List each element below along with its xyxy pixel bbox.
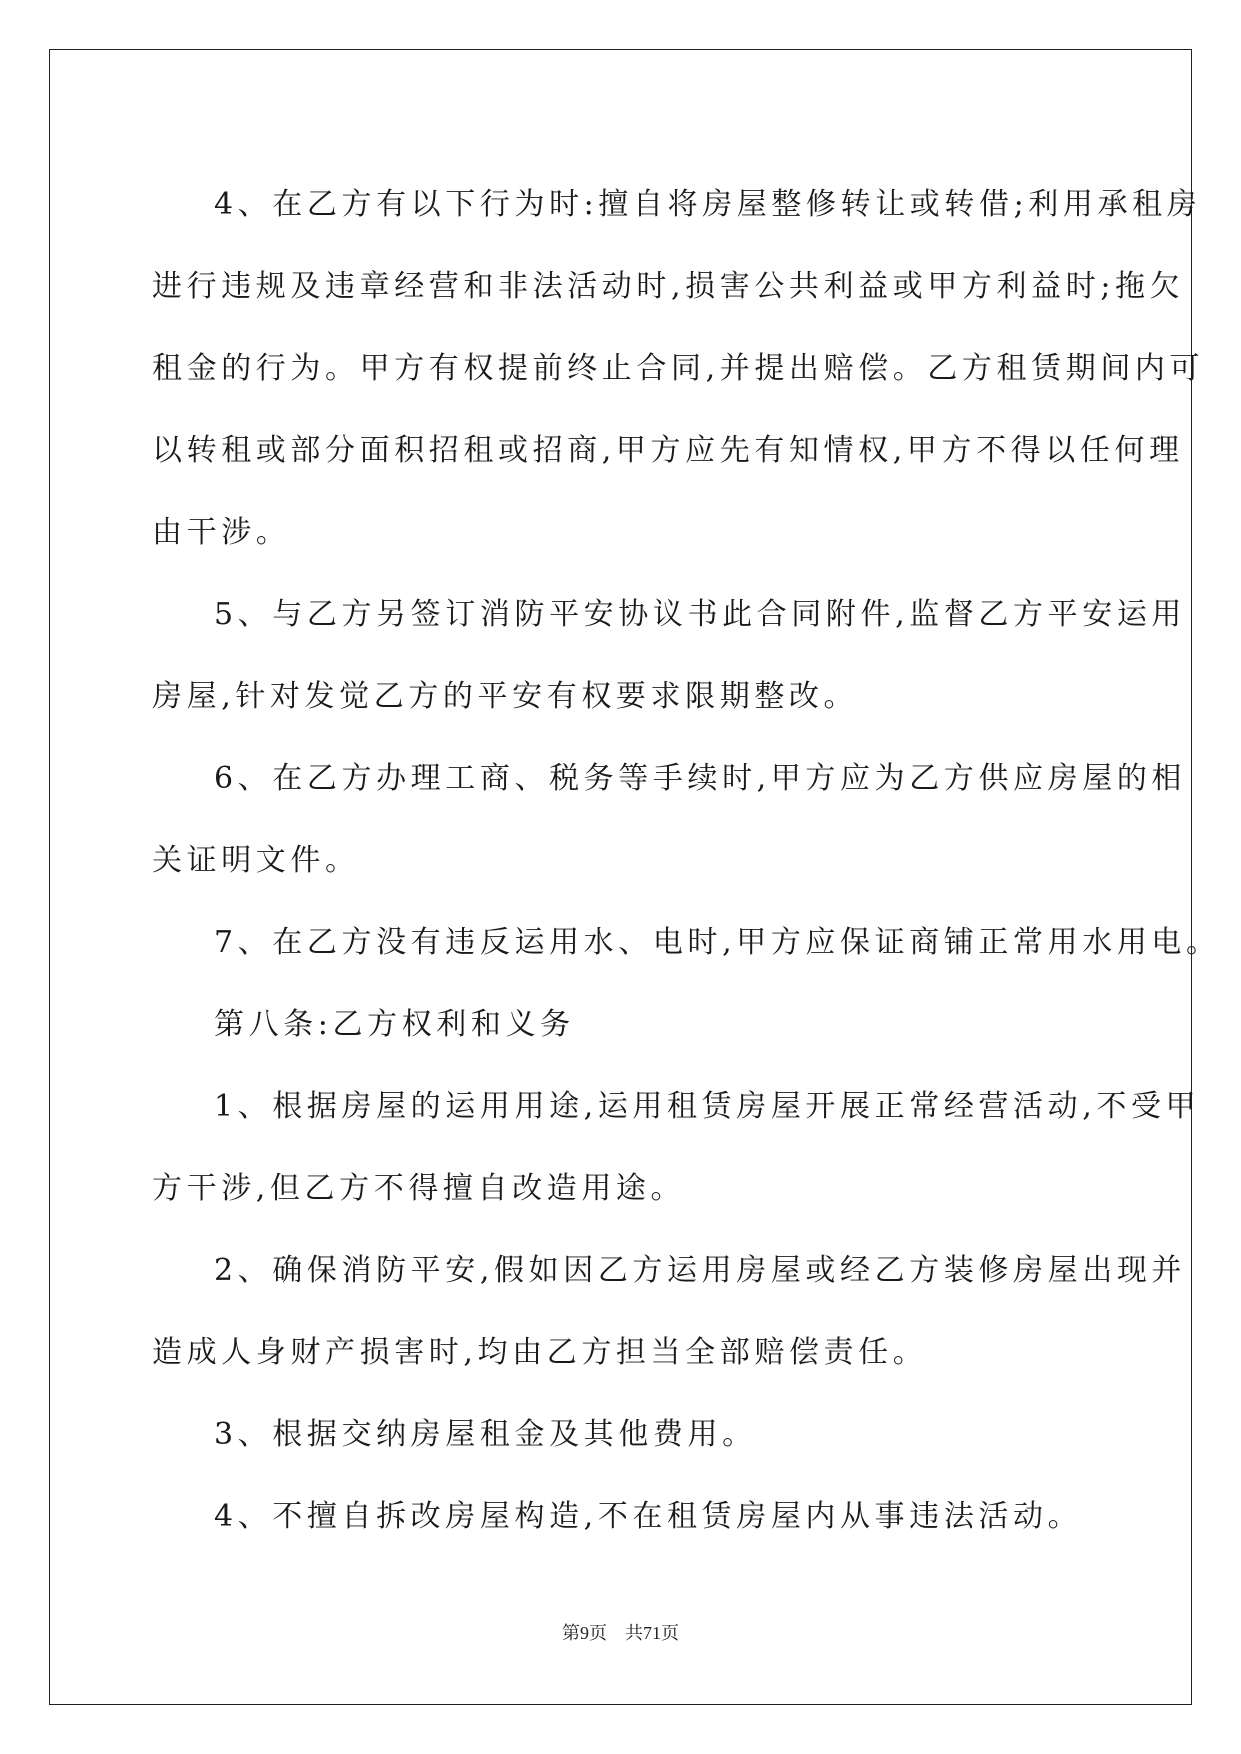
clause-7-5 — [152, 574, 1187, 738]
text-line: 进行违规及违章经营和非法活动时,损害公共利益或甲方利益时;拖欠 — [152, 269, 1185, 304]
text-line: 7、在乙方没有违反运用水、电时,甲方应保证商铺正常用水用电。 — [214, 925, 1221, 960]
text-line: 2、确保消防平安,假如因乙方运用房屋或经乙方装修房屋出现并 — [214, 1253, 1187, 1288]
clause-7-4 — [152, 164, 1205, 574]
text-line: 房屋,针对发觉乙方的平安有权要求限期整改。 — [152, 679, 859, 714]
text-line: 由干涉。 — [152, 515, 291, 550]
clause-8-3 — [152, 1394, 1092, 1476]
text-line: 4、在乙方有以下行为时:擅自将房屋整修转让或转借;利用承租房 — [214, 187, 1202, 222]
text-line: 5、与乙方另签订消防平安协议书此合同附件,监督乙方平安运用 — [214, 597, 1187, 632]
clause-7-6 — [152, 738, 1187, 902]
text-line: 3、根据交纳房屋租金及其他费用。 — [214, 1417, 757, 1452]
text-line: 造成人身财产损害时,均由乙方担当全部赔偿责任。 — [152, 1335, 928, 1370]
text-line: 6、在乙方办理工商、税务等手续时,甲方应为乙方供应房屋的相 — [214, 761, 1187, 796]
clause-8-2 — [152, 1230, 1187, 1394]
section-heading: 第八条:乙方权利和义务 — [214, 1007, 575, 1042]
clause-8-1 — [152, 1066, 1201, 1230]
text-line: 4、不擅自拆改房屋构造,不在租赁房屋内从事违法活动。 — [214, 1499, 1083, 1534]
clause-8-4 — [152, 1476, 1092, 1558]
text-line: 方干涉,但乙方不得擅自改造用途。 — [152, 1171, 686, 1206]
article-8-heading — [152, 984, 1092, 1066]
text-line: 租金的行为。甲方有权提前终止合同,并提出赔偿。乙方租赁期间内可 — [152, 351, 1205, 386]
text-line: 以转租或部分面积招租或招商,甲方应先有知情权,甲方不得以任何理 — [152, 433, 1184, 468]
text-line: 1、根据房屋的运用用途,运用租赁房屋开展正常经营活动,不受甲 — [214, 1089, 1201, 1124]
text-line: 关证明文件。 — [152, 843, 360, 878]
page-total: 共71页 — [625, 1623, 679, 1643]
clause-7-7 — [152, 902, 1221, 984]
page-number: 第9页 — [562, 1623, 607, 1643]
document-body — [152, 164, 1221, 1558]
page-footer — [0, 1619, 1241, 1645]
